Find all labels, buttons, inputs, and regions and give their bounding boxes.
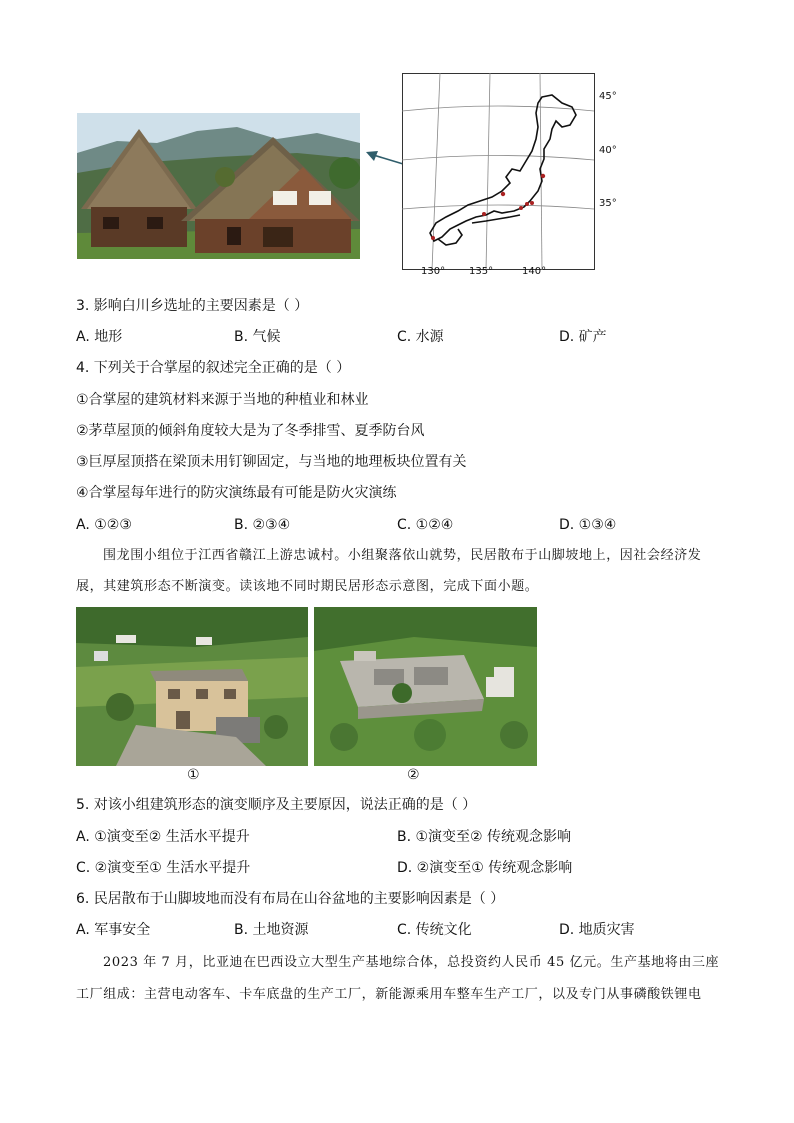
q4-statement-1: ①合掌屋的建筑材料来源于当地的种植业和林业 — [76, 392, 369, 408]
passage2-line2: 工厂组成：主营电动客车、卡车底盘的生产工厂，新能源乘用车整车生产工厂，以及专门从事磷酸铁锂电 — [76, 987, 702, 1002]
q5-stem: 5. 对该小组建筑形态的演变顺序及主要原因，说法正确的是（ ） — [76, 797, 477, 813]
lat-label-40: 40° — [599, 145, 617, 156]
passage2-line1: 2023 年 7 月，比亚迪在巴西设立大型生产基地综合体，总投资约人民币 45 亿元。生产基地将由三座 — [103, 955, 720, 970]
passage1-line2: 展，其建筑形态不断演变。读该地不同时期民居形态示意图，完成下面小题。 — [76, 579, 539, 594]
lon-label-135: 135° — [469, 266, 494, 277]
q3-option-b: B. 气候 — [234, 329, 281, 345]
q6-option-b: B. 土地资源 — [234, 922, 309, 938]
q4-option-b: B. ②③④ — [234, 517, 291, 533]
lat-label-35: 35° — [599, 198, 617, 209]
q4-stem: 4. 下列关于合掌屋的叙述完全正确的是（ ） — [76, 360, 351, 376]
q6-option-d: D. 地质灾害 — [559, 922, 635, 938]
q4-option-d: D. ①③④ — [559, 517, 617, 533]
village-photo-2 — [314, 607, 537, 766]
photo-caption-1: ① — [187, 767, 200, 783]
q4-statement-3: ③巨厚屋顶搭在梁顶未用钉铆固定，与当地的地理板块位置有关 — [76, 454, 467, 470]
q5-option-d: D. ②演变至① 传统观念影响 — [397, 860, 573, 876]
q3-option-a: A. 地形 — [76, 329, 123, 345]
q3-option-d: D. 矿产 — [559, 329, 607, 345]
q4-option-a: A. ①②③ — [76, 517, 132, 533]
japan-map — [402, 73, 595, 270]
q6-option-a: A. 军事安全 — [76, 922, 151, 938]
q6-stem: 6. 民居散布于山脚坡地而没有布局在山谷盆地的主要影响因素是（ ） — [76, 891, 505, 907]
village-photo-1 — [76, 607, 308, 766]
q4-statement-4: ④合掌屋每年进行的防灾演练最有可能是防火灾演练 — [76, 485, 397, 501]
q4-option-c: C. ①②④ — [397, 517, 454, 533]
gassho-house-photo — [77, 113, 360, 259]
q5-option-b: B. ①演变至② 传统观念影响 — [397, 829, 572, 845]
lon-label-130: 130° — [421, 266, 446, 277]
q6-option-c: C. 传统文化 — [397, 922, 472, 938]
q5-option-a: A. ①演变至② 生活水平提升 — [76, 829, 250, 845]
q5-option-c: C. ②演变至① 生活水平提升 — [76, 860, 251, 876]
q3-option-c: C. 水源 — [397, 329, 444, 345]
photo-caption-2: ② — [407, 767, 420, 783]
q4-statement-2: ②茅草屋顶的倾斜角度较大是为了冬季排雪、夏季防台风 — [76, 423, 425, 439]
passage1-line1: 围龙围小组位于江西省赣江上游忠诚村。小组聚落依山就势，民居散布于山脚坡地上，因社会经济发 — [103, 548, 702, 563]
lon-label-140: 140° — [522, 266, 547, 277]
lat-label-45: 45° — [599, 91, 617, 102]
q3-stem: 3. 影响白川乡选址的主要因素是（ ） — [76, 298, 309, 314]
